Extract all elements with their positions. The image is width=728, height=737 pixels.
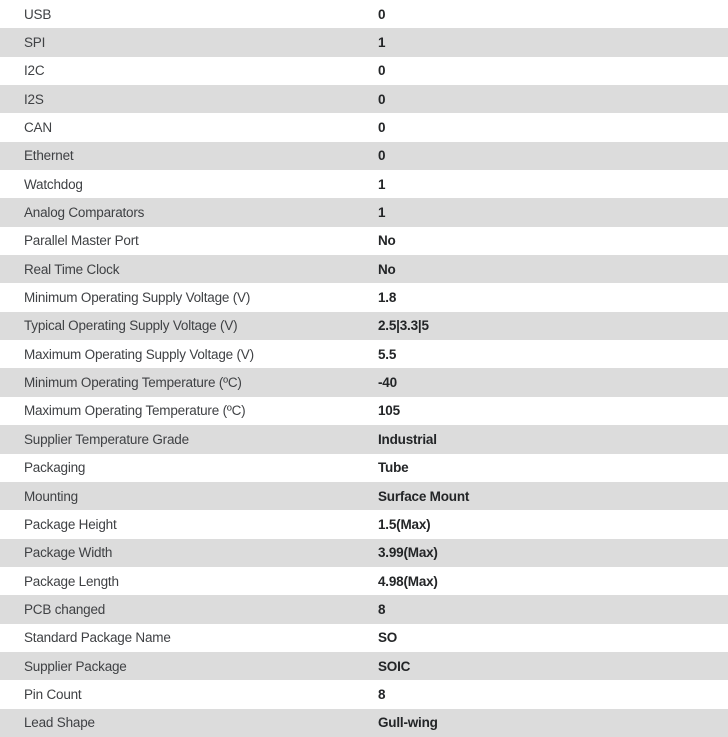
spec-value: Surface Mount	[378, 488, 470, 504]
spec-label: Watchdog	[24, 176, 83, 192]
spec-value: 0	[378, 148, 386, 164]
spec-label: Real Time Clock	[24, 261, 120, 277]
spec-row	[0, 57, 728, 85]
spec-row	[0, 680, 728, 708]
spec-value: Industrial	[378, 431, 437, 447]
spec-value: 3.99(Max)	[378, 545, 438, 561]
spec-value: -40	[378, 375, 397, 391]
spec-value: 2.5|3.3|5	[378, 318, 429, 334]
spec-row	[0, 709, 728, 737]
spec-label: CAN	[24, 120, 52, 136]
spec-label: Package Height	[24, 516, 117, 532]
spec-row	[0, 85, 728, 113]
spec-row	[0, 539, 728, 567]
spec-value: 105	[378, 403, 400, 419]
spec-label: Package Length	[24, 573, 119, 589]
spec-label: Pin Count	[24, 686, 82, 702]
spec-label: Ethernet	[24, 148, 74, 164]
spec-value: 8	[378, 601, 386, 617]
spec-value: SOIC	[378, 658, 411, 674]
spec-label: Lead Shape	[24, 715, 95, 731]
spec-row	[0, 170, 728, 198]
spec-label: Maximum Operating Temperature (ºC)	[24, 403, 246, 419]
spec-label: Typical Operating Supply Voltage (V)	[24, 318, 238, 334]
spec-row	[0, 624, 728, 652]
spec-row	[0, 425, 728, 453]
spec-row	[0, 142, 728, 170]
spec-row	[0, 482, 728, 510]
spec-row	[0, 312, 728, 340]
spec-value: 0	[378, 120, 386, 136]
spec-value: 0	[378, 63, 386, 79]
spec-row	[0, 283, 728, 311]
spec-row	[0, 113, 728, 141]
spec-value: 1.8	[378, 290, 397, 306]
spec-value: SO	[378, 630, 398, 646]
spec-label: I2S	[24, 91, 44, 107]
spec-label: SPI	[24, 35, 46, 51]
spec-row	[0, 510, 728, 538]
spec-row	[0, 567, 728, 595]
spec-label: Packaging	[24, 460, 86, 476]
spec-value: 0	[378, 6, 386, 22]
spec-value: Gull-wing	[378, 715, 438, 731]
spec-value: No	[378, 233, 396, 249]
spec-label: Supplier Temperature Grade	[24, 431, 189, 447]
spec-label: Package Width	[24, 545, 113, 561]
spec-label: I2C	[24, 63, 45, 79]
spec-value: Tube	[378, 460, 409, 476]
spec-value: 1	[378, 35, 386, 51]
spec-label: Analog Comparators	[24, 205, 145, 221]
spec-row	[0, 28, 728, 56]
spec-row	[0, 227, 728, 255]
spec-label: Minimum Operating Supply Voltage (V)	[24, 290, 251, 306]
spec-value: 1	[378, 176, 386, 192]
spec-value: 5.5	[378, 346, 397, 362]
spec-row	[0, 340, 728, 368]
spec-row	[0, 198, 728, 226]
spec-row	[0, 368, 728, 396]
spec-label: USB	[24, 6, 52, 22]
spec-label: Mounting	[24, 488, 78, 504]
spec-row	[0, 397, 728, 425]
spec-row	[0, 255, 728, 283]
spec-value: No	[378, 261, 396, 277]
spec-value: 4.98(Max)	[378, 573, 438, 589]
spec-label: Maximum Operating Supply Voltage (V)	[24, 346, 254, 362]
spec-label: Parallel Master Port	[24, 233, 139, 249]
spec-label: PCB changed	[24, 601, 106, 617]
spec-label: Minimum Operating Temperature (ºC)	[24, 375, 242, 391]
spec-label: Standard Package Name	[24, 630, 171, 646]
spec-value: 1.5(Max)	[378, 516, 431, 532]
spec-row	[0, 652, 728, 680]
spec-row	[0, 454, 728, 482]
spec-row	[0, 595, 728, 623]
spec-value: 8	[378, 686, 386, 702]
spec-value: 0	[378, 91, 386, 107]
spec-row	[0, 0, 728, 28]
spec-label: Supplier Package	[24, 658, 127, 674]
spec-value: 1	[378, 205, 386, 221]
